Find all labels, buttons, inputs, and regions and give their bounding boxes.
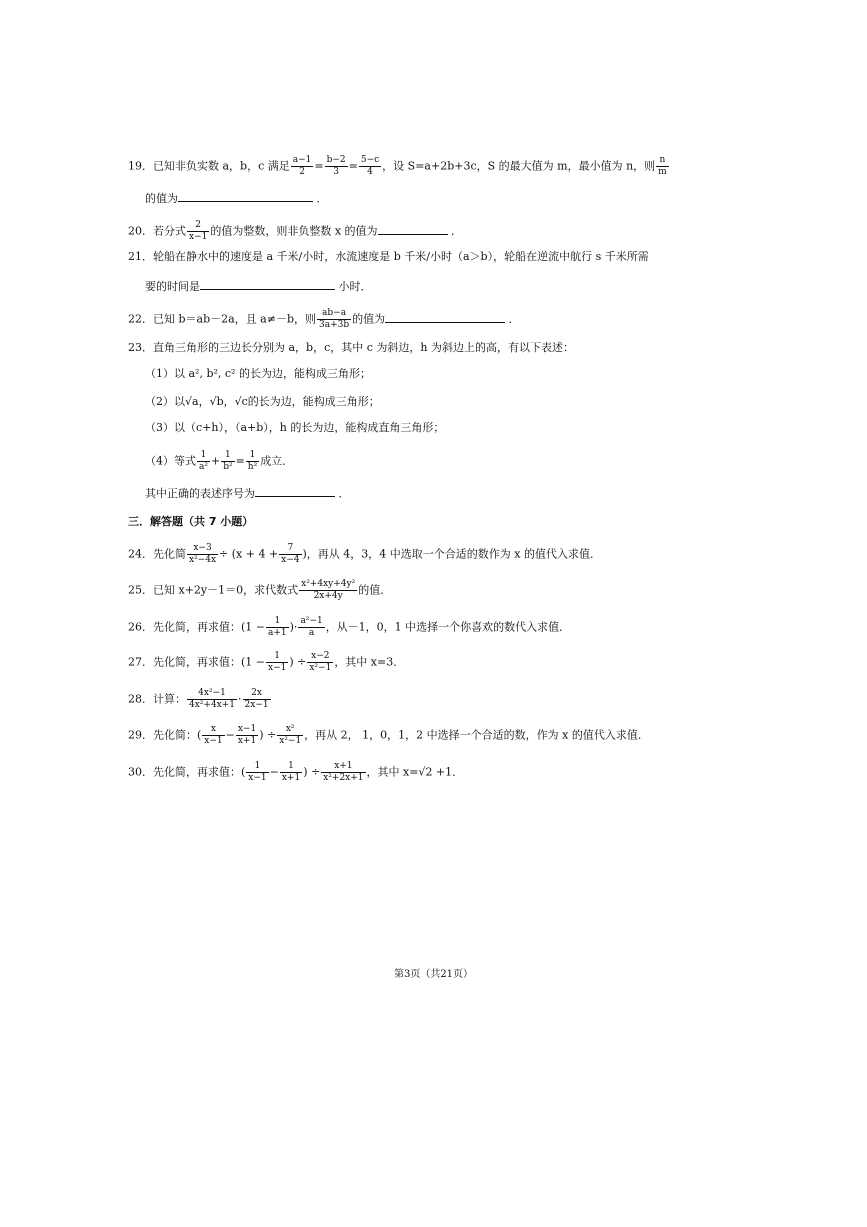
- q27-text-a: 27．先化简，再求值：(1 −: [128, 655, 265, 669]
- q27-text-b: ，其中 x=3．: [334, 655, 405, 669]
- q30-div: ) ÷: [303, 765, 321, 779]
- q29-div: ) ÷: [259, 728, 277, 742]
- q26-text-b: ，从－1，0，1 中选择一个你喜欢的数代入求值．: [325, 620, 571, 634]
- q21-text-a: 21．轮船在静水中的速度是 a 千米/小时，水流速度是 b 千米/小时（a＞b），轮船在逆流中航行 s 千米所需: [128, 250, 649, 263]
- question-26: [128, 616, 570, 639]
- q23-statement-2: （2）以√a，√b，√c的长为边，能构成三角形；: [145, 395, 380, 408]
- q23-statement-3: （3）以（c+h），（a+b），h 的长为边，能构成直角三角形；: [145, 421, 445, 434]
- q26-fraction-2: $\frac{\text{a²−1}}{a}$: [300, 616, 323, 638]
- question-29: [128, 724, 649, 747]
- q29-fraction-3: $\frac{\text{x²}}{\text{x²−1}}$: [279, 724, 302, 746]
- q22-text-b: 的值为: [352, 312, 386, 326]
- q29-fraction-2: $\frac{x-1}{x+1}$: [237, 724, 257, 746]
- q25-text-b: 的值．: [358, 583, 392, 597]
- q19-fraction-2: $\frac{b-2}{3}$: [326, 155, 346, 177]
- q24-text-m: ÷ (x + 4 +: [219, 547, 279, 561]
- q23-answer-blank[interactable]: [255, 484, 335, 497]
- q23-statement-4: [145, 450, 293, 473]
- q26-text-a: 26．先化简，再求值：(1 −: [128, 620, 265, 634]
- q19-fraction-3: $\frac{5-c}{4}$: [360, 155, 380, 177]
- section-heading: 三．解答题（共 7 小题）: [128, 515, 254, 528]
- q27-fraction-1: $\frac{1}{x-1}$: [268, 651, 287, 673]
- q23-fraction-2: $\frac{1}{\text{b²}}$: [223, 450, 233, 472]
- q30-fraction-2: $\frac{1}{x+1}$: [281, 761, 301, 783]
- q22-text-a: 22．已知 b＝ab－2a，且 a≠－b，则: [128, 312, 317, 326]
- q23-statement-1: （1）以 a², b², c² 的长为边，能构成三角形；: [145, 367, 371, 380]
- question-21-cont: [145, 277, 372, 294]
- q29-fraction-1: $\frac{x}{x-1}$: [204, 724, 223, 746]
- q29-text-a: 29．先化简：(: [128, 728, 202, 742]
- q28-text-m: ·: [238, 692, 242, 706]
- question-23: 23．直角三角形的三边长分别为 a，b，c，其中 c 为斜边，h 为斜边上的高，有以下表述：: [128, 341, 574, 354]
- q30-fraction-1: $\frac{1}{x-1}$: [248, 761, 267, 783]
- q28-text-a: 28．计算：: [128, 692, 186, 706]
- q23-fraction-1: $\frac{1}{\text{a²}}$: [199, 450, 208, 472]
- q23-fraction-3: $\frac{1}{\text{h²}}$: [247, 450, 258, 472]
- q26-fraction-1: $\frac{1}{a+1}$: [268, 616, 287, 638]
- question-21: [128, 250, 649, 264]
- q22-fraction: $\frac{ab-a}{3a+3b}$: [319, 308, 350, 330]
- q19-eq-1: =: [314, 159, 324, 173]
- q20-text-b: 的值为整数，则非负整数 x 的值为: [210, 224, 378, 238]
- q21-answer-blank[interactable]: [200, 277, 335, 290]
- q27-fraction-2: $\frac{x-2}{\text{x²−1}}$: [309, 651, 332, 673]
- question-30: [128, 761, 463, 784]
- q23-plus: +: [210, 454, 221, 468]
- q22-answer-blank[interactable]: [385, 310, 505, 323]
- q21-text-b: 要的时间是: [145, 280, 200, 293]
- q19-answer-blank[interactable]: [178, 189, 313, 202]
- q19-end: ．: [316, 192, 328, 205]
- q20-end: ．: [451, 224, 463, 238]
- question-27: [128, 651, 404, 674]
- q28-fraction-1: $\frac{\text{4x²−1}}{\text{4x²+4x+1}}$: [189, 688, 236, 710]
- q20-answer-blank[interactable]: [378, 222, 448, 235]
- q29-minus: −: [225, 728, 235, 742]
- q23-ask: [145, 484, 350, 501]
- q29-text-b: ，再从 2， 1，0，1，2 中选择一个合适的数，作为 x 的值代入求值．: [304, 728, 649, 742]
- question-20: [128, 220, 462, 243]
- q19-text-b: ，设 S=a+2b+3c，S 的最大值为 m，最小值为 n，则: [382, 159, 656, 173]
- question-28: [128, 688, 272, 711]
- q25-text-a: 25．已知 x+2y－1＝0，求代数式: [128, 583, 299, 597]
- q28-fraction-2: $\frac{2x}{2x-1}$: [244, 688, 269, 710]
- q23-ask-text: 其中正确的表述序号为: [145, 487, 255, 500]
- page-footer: 第3页（共21页）: [393, 969, 474, 980]
- q24-fraction-1: $\frac{x-3}{\text{x²−4x}}$: [189, 543, 217, 565]
- q22-end: ．: [508, 312, 520, 326]
- q30-text-a: 30．先化简，再求值：(: [128, 765, 246, 779]
- q19-fraction-4: $\frac{n}{m}$: [658, 155, 667, 177]
- q23-eq: =: [235, 454, 245, 468]
- question-24: [128, 543, 601, 566]
- q30-minus: −: [269, 765, 279, 779]
- q21-end: 小时．: [338, 280, 372, 293]
- q23-s4-text-a: （4）等式: [145, 454, 196, 468]
- question-25: [128, 579, 391, 602]
- question-22: [128, 308, 520, 331]
- q25-fraction: $\frac{\text{x²+4xy+4y²}}{2x+4y}$: [301, 579, 356, 601]
- q19-eq-2: =: [348, 159, 358, 173]
- question-19-cont: [145, 189, 328, 206]
- q20-fraction: $\frac{2}{x-1}$: [189, 220, 208, 242]
- q20-text-a: 20．若分式: [128, 224, 186, 238]
- q30-fraction-3: $\frac{x+1}{\text{x²+2x+1}}$: [323, 761, 364, 783]
- question-19: [128, 155, 670, 178]
- q24-text-b: )，再从 4，3，4 中选取一个合适的数作为 x 的值代入求值．: [302, 547, 601, 561]
- q30-text-b: ，其中 x=√2 +1．: [366, 765, 464, 779]
- q23-s4-text-b: 成立．: [260, 454, 294, 468]
- q19-fraction-1: $\frac{a-1}{2}$: [292, 155, 312, 177]
- q27-text-m: ) ÷: [289, 655, 307, 669]
- q24-text-a: 24．先化简: [128, 547, 186, 561]
- q24-fraction-2: $\frac{7}{x-4}$: [281, 543, 300, 565]
- q19-text-c: 的值为: [145, 192, 178, 205]
- q23-end: ．: [338, 487, 350, 500]
- q19-text-a: 19．已知非负实数 a，b，c 满足: [128, 159, 290, 173]
- q26-text-m: )·: [289, 620, 298, 634]
